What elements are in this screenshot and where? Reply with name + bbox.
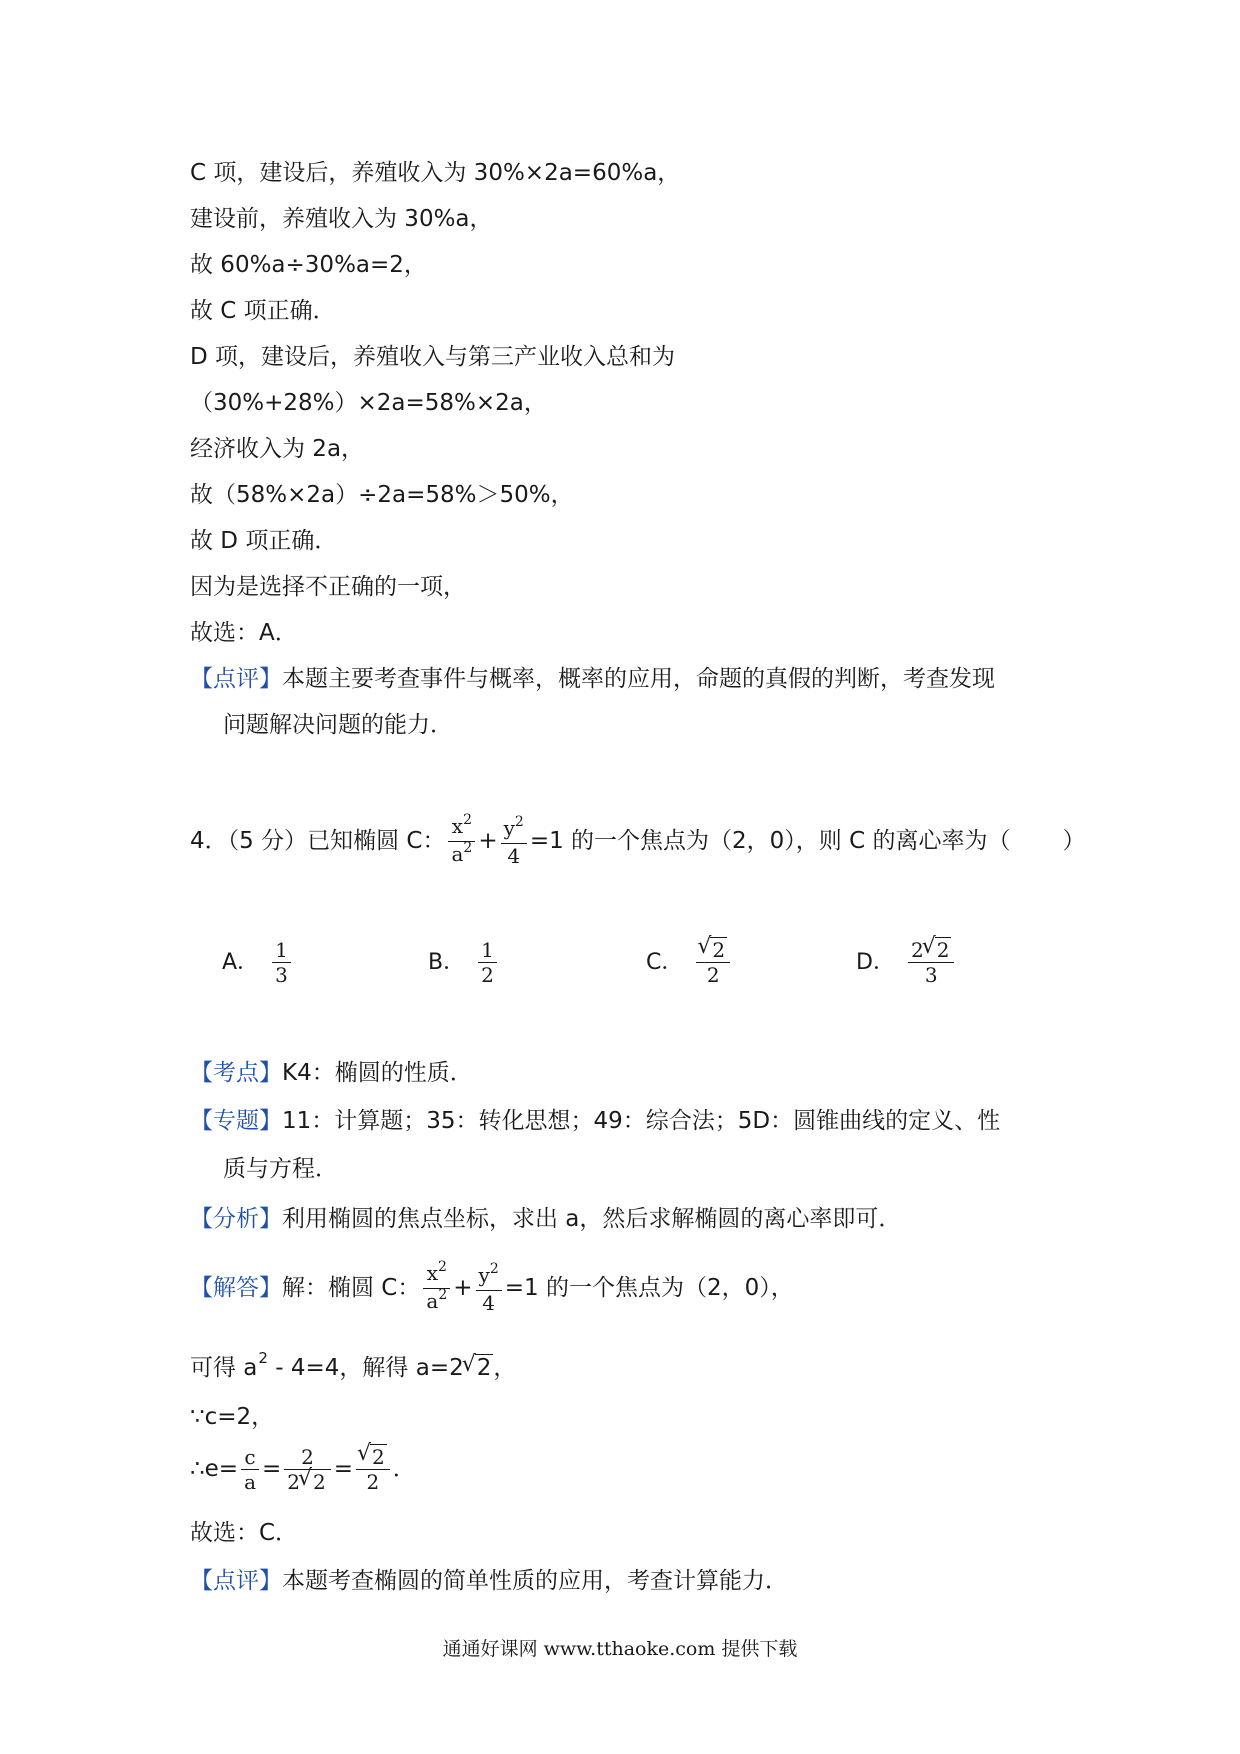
text-line: 建设前，养殖收入为 30%a， xyxy=(190,206,493,232)
kaodian-tag: 【考点】 xyxy=(190,1060,282,1086)
question-prefix: 4．（5 分）已知椭圆 C： xyxy=(190,828,446,854)
text-line: （30%+28%）×2a=58%×2a， xyxy=(190,390,547,416)
review2-line: 【点评】本题考查椭圆的简单性质的应用，考查计算能力． xyxy=(190,1568,788,1594)
text-line: 故 D 项正确． xyxy=(190,528,338,554)
question-tail: =1 的一个焦点为（2，0），则 C 的离心率为（ xyxy=(529,828,1011,854)
review2-tag: 【点评】 xyxy=(190,1568,282,1594)
choice-d[interactable]: D． $\frac{2√ 2}{3}$ xyxy=(856,938,957,987)
text-line: 经济收入为 2a， xyxy=(190,436,365,462)
text-line: 故（58%×2a）÷2a=58%＞50%， xyxy=(190,482,574,508)
text-line: C 项，建设后，养殖收入为 30%×2a=60%a， xyxy=(190,160,681,186)
review-tag: 【点评】 xyxy=(190,666,282,692)
zhuanti-line: 【专题】11：计算题；35：转化思想；49：综合法；5D：圆锥曲线的定义、性 xyxy=(190,1108,1001,1134)
answer-line: 故选：C． xyxy=(190,1520,299,1546)
text-line: 故 C 项正确． xyxy=(190,298,336,324)
choice-a-fraction: $\frac{1}{3}$ xyxy=(272,938,291,987)
fenxi-line: 【分析】利用椭圆的焦点坐标，求出 a，然后求解椭圆的离心率即可． xyxy=(190,1206,902,1232)
kaodian-line: 【考点】K4：椭圆的性质． xyxy=(190,1060,473,1086)
fraction-x2-a2: $\frac{x^2}{a^2}$ xyxy=(423,1261,450,1316)
text-line: 故选：A． xyxy=(190,620,298,646)
plus-sign: + xyxy=(478,828,498,854)
choice-b[interactable]: B． $\frac{1}{2}$ xyxy=(428,938,500,987)
zhuanti-line-cont: 质与方程． xyxy=(223,1156,338,1182)
text-line: 故 60%a÷30%a=2， xyxy=(190,252,427,278)
question-stem xyxy=(190,811,1086,871)
choice-d-fraction: $\frac{2√ 2}{3}$ xyxy=(908,938,954,987)
jieda-line: 【解答】解：椭圆 C： $\frac{x^2}{a^2}$ + $\frac{y^2}{4}$ =1 的一个焦点为（2，0）， xyxy=(190,1259,794,1315)
fraction-2-2root2: $\frac{2}{2√ 2}$ xyxy=(284,1445,330,1494)
review-line xyxy=(190,664,995,694)
step-line: 可得 $a^2 - 4=4$，解得 a=2√ 2， xyxy=(190,1353,516,1385)
fraction-y2-4: $\frac{y^2}{4}$ xyxy=(501,816,527,868)
text-line: D 项，建设后，养殖收入与第三产业收入总和为 xyxy=(190,344,676,370)
choice-c-fraction: √ $\frac{2}{2}$ xyxy=(696,938,730,987)
jieda-tag: 【解答】 xyxy=(190,1275,282,1301)
fraction-root2-2: √ $\frac{2}{2}$ xyxy=(356,1445,390,1494)
choice-c[interactable]: C． √ $\frac{2}{2}$ xyxy=(646,938,733,987)
fraction-x2-a2: $\frac{x^2}{a^2}$ xyxy=(448,814,475,869)
fraction-y2-4: $\frac{y^2}{4}$ xyxy=(476,1263,502,1315)
zhuanti-tag: 【专题】 xyxy=(190,1108,282,1134)
fraction-c-a: $\frac{c}{a}$ xyxy=(241,1445,259,1494)
page-footer: 通通好课网 www.tthaoke.com 提供下载 xyxy=(442,1638,798,1660)
review-text: 本题主要考查事件与概率，概率的应用，命题的真假的判断，考查发现 xyxy=(282,666,995,692)
fenxi-tag: 【分析】 xyxy=(190,1206,282,1232)
review-line-cont: 问题解决问题的能力． xyxy=(223,712,453,738)
text-line: 因为是选择不正确的一项， xyxy=(190,574,466,600)
question-close: ） xyxy=(1062,828,1086,854)
choice-b-fraction: $\frac{1}{2}$ xyxy=(478,938,497,987)
choice-a[interactable]: A． $\frac{1}{3}$ xyxy=(222,938,294,987)
step-line: ∵c=2， xyxy=(190,1404,275,1430)
eccentricity-line: ∴e= $\frac{c}{a}$ = $\frac{2}{2√ 2}$ = √ $\frac{2}{2}$ ． xyxy=(190,1440,416,1498)
